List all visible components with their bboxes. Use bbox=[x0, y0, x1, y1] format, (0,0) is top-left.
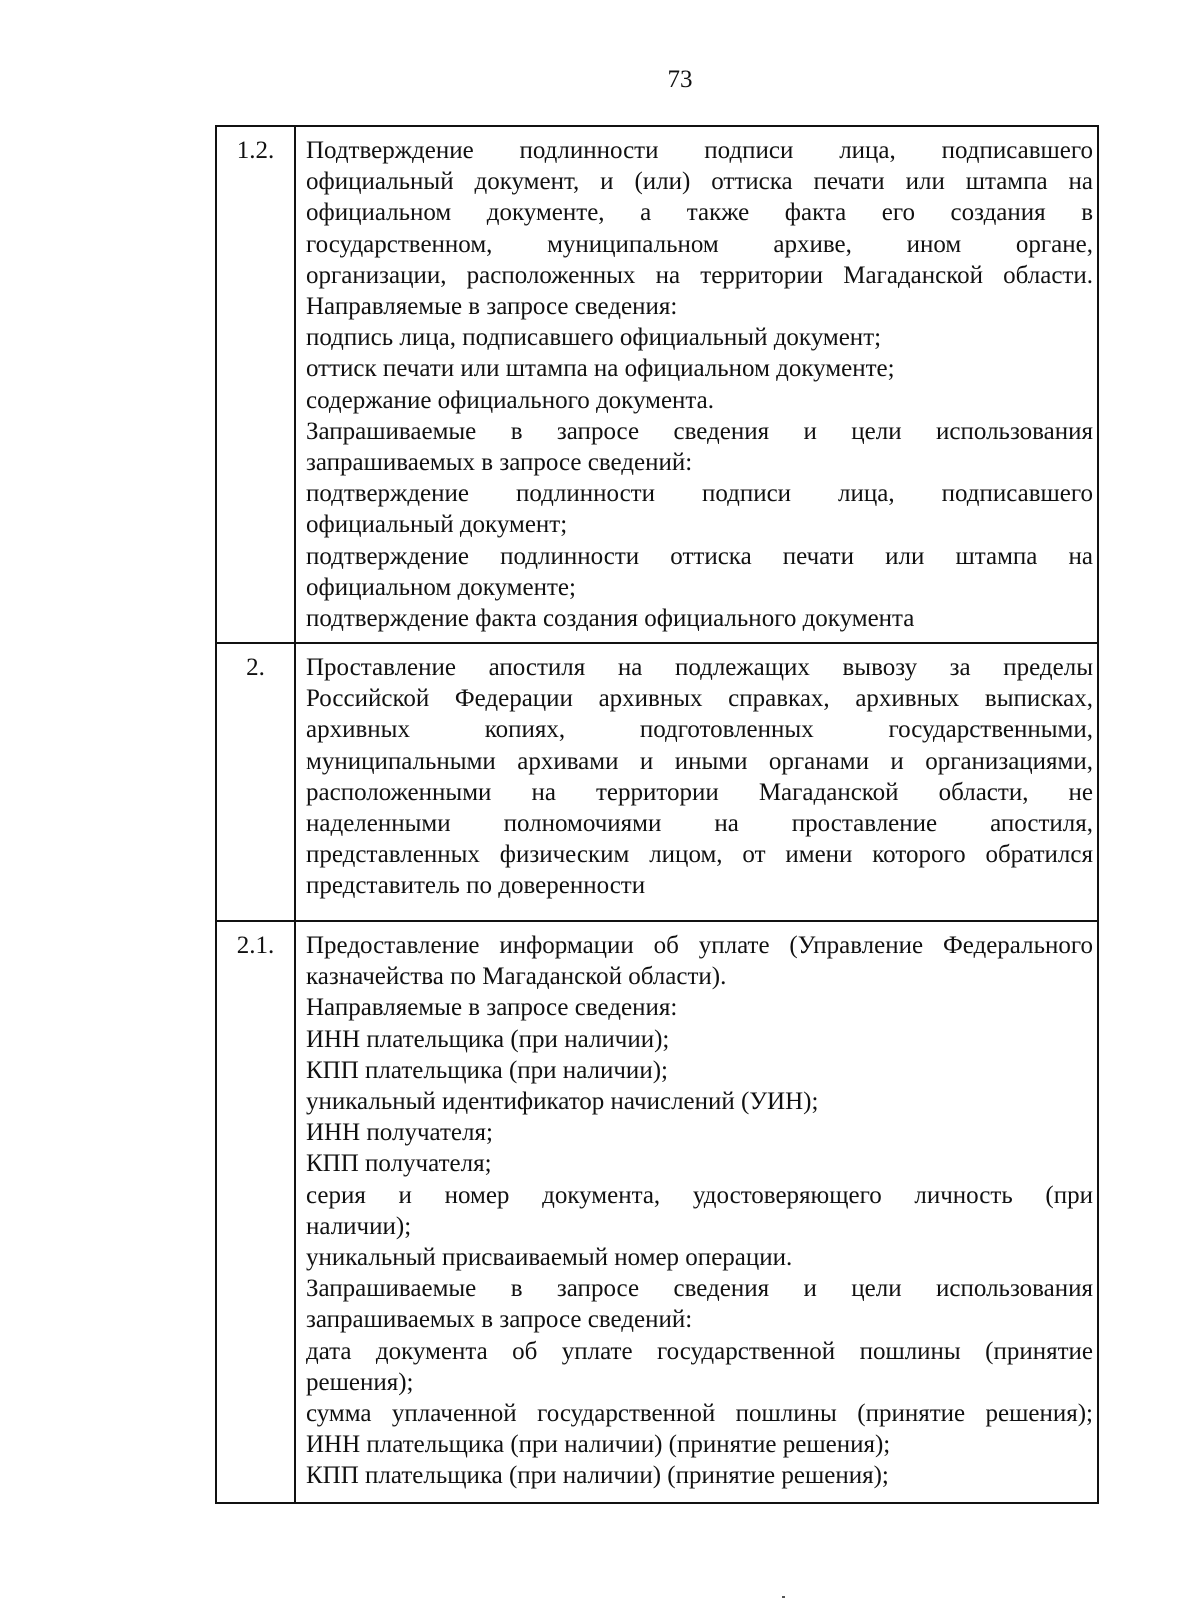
text-line: Проставление апостиля на подлежащих вывозу за пределы bbox=[306, 654, 1093, 681]
text-line: Подтверждение подлинности подписи лица, подписавшего bbox=[306, 137, 1093, 164]
row-text bbox=[295, 921, 1098, 1503]
text-line: подтверждение факта создания официального документа bbox=[306, 605, 915, 633]
text-line: Запрашиваемые в запросе сведения и цели использования bbox=[306, 417, 1093, 445]
text-line: уникальный присваиваемый номер операции. bbox=[306, 1244, 793, 1272]
text-line: запрашиваемых в запросе сведений: bbox=[306, 1306, 693, 1334]
page-number: 73 bbox=[667, 66, 693, 93]
text-line: официальном документе, а также факта его создания в bbox=[306, 199, 1093, 227]
text-line: ИНН получателя; bbox=[306, 1119, 493, 1147]
text-line: Российской Федерации архивных справках, архивных выписках, bbox=[306, 685, 1093, 713]
text-line: Предоставление информации об уплате (Управление Федерального bbox=[306, 932, 1093, 959]
text-line: муниципальными архивами и иными органами и организациями, bbox=[306, 747, 1093, 775]
text-line: подпись лица, подписавшего официальный документ; bbox=[306, 324, 882, 352]
text-line: представитель по доверенности bbox=[306, 872, 646, 900]
text-line: содержание официального документа. bbox=[306, 386, 715, 414]
table-row bbox=[216, 921, 1098, 1503]
row-number: 2. bbox=[216, 643, 295, 921]
text-line: официальном документе; bbox=[306, 573, 576, 601]
text-line: запрашиваемых в запросе сведений: bbox=[306, 449, 693, 477]
text-line: оттиск печати или штампа на официальном документе; bbox=[306, 355, 895, 383]
row-number: 2.1. bbox=[216, 921, 295, 1503]
text-line: КПП плательщика (при наличии); bbox=[306, 1056, 668, 1084]
text-line: КПП получателя; bbox=[306, 1150, 492, 1178]
services-table bbox=[215, 125, 1099, 1504]
table-row bbox=[216, 643, 1098, 921]
text-line: серия и номер документа, удостоверяющего личность (при bbox=[306, 1181, 1093, 1209]
row-text bbox=[295, 126, 1098, 643]
text-line: официальный документ, и (или) оттиска печати или штампа на bbox=[306, 168, 1093, 196]
text-line: Направляемые в запросе сведения: bbox=[306, 293, 678, 321]
text-line: ИНН плательщика (при наличии) (принятие решения); bbox=[306, 1431, 891, 1459]
row-number: 1.2. bbox=[216, 126, 295, 643]
text-line: официальный документ; bbox=[306, 511, 568, 539]
text-line: подтверждение подлинности оттиска печати или штампа на bbox=[306, 542, 1093, 570]
scan-speck bbox=[782, 1596, 785, 1598]
text-line: ИНН плательщика (при наличии); bbox=[306, 1025, 670, 1053]
text-line: КПП плательщика (при наличии) (принятие решения); bbox=[306, 1462, 889, 1490]
text-line: государственном, муниципальном архиве, ином органе, bbox=[306, 230, 1093, 258]
text-line: уникальный идентификатор начислений (УИН); bbox=[306, 1088, 819, 1116]
text-line: дата документа об уплате государственной пошлины (принятие bbox=[306, 1337, 1093, 1365]
text-line: сумма уплаченной государственной пошлины (принятие решения); bbox=[306, 1400, 1093, 1428]
text-line: Направляемые в запросе сведения: bbox=[306, 994, 678, 1022]
text-line: расположенными на территории Магаданской области, не bbox=[306, 778, 1093, 806]
text-line: подтверждение подлинности подписи лица, подписавшего bbox=[306, 480, 1093, 508]
table-row bbox=[216, 126, 1098, 643]
row-text bbox=[295, 643, 1098, 921]
text-line: представленных физическим лицом, от имени которого обратился bbox=[306, 841, 1093, 869]
text-line: архивных копиях, подготовленных государственными, bbox=[306, 716, 1093, 744]
text-line: решения); bbox=[306, 1368, 414, 1396]
text-line: казначейства по Магаданской области). bbox=[306, 963, 727, 991]
text-line: наличии); bbox=[306, 1212, 412, 1240]
text-line: организации, расположенных на территории Магаданской области. bbox=[306, 261, 1093, 289]
text-line: Запрашиваемые в запросе сведения и цели использования bbox=[306, 1275, 1093, 1303]
text-line: наделенными полномочиями на проставление апостиля, bbox=[306, 810, 1093, 838]
